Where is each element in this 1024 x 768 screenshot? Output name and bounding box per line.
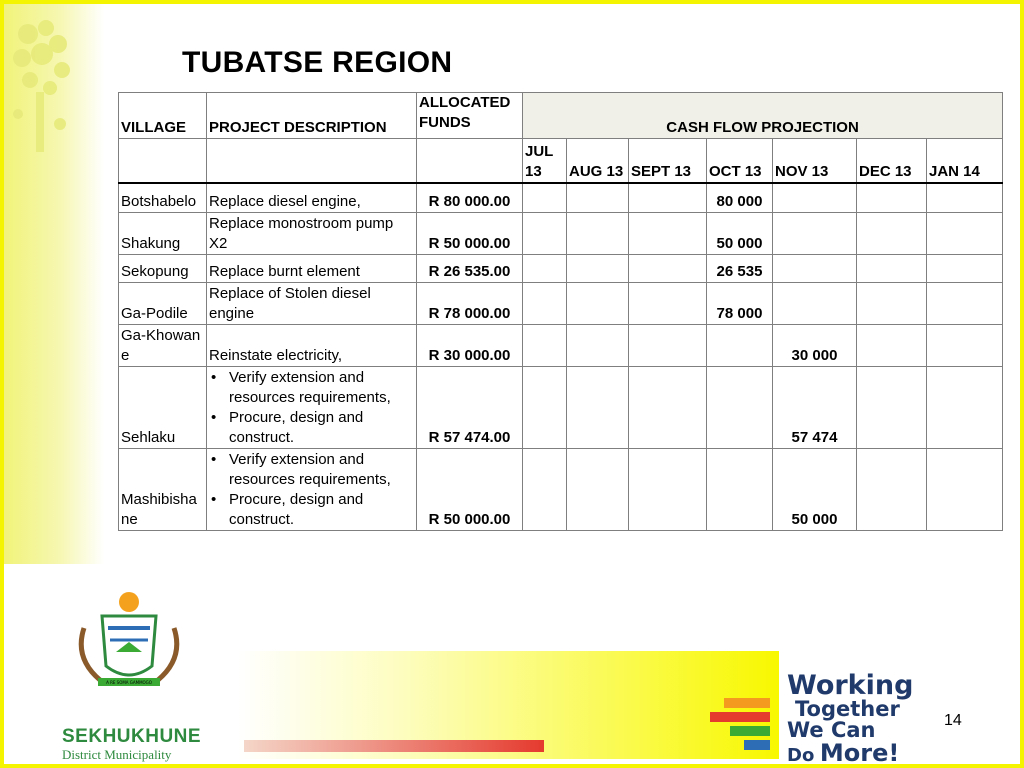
page-number: 14 xyxy=(944,712,962,729)
svg-text:A RE SOMA GAMMOGO: A RE SOMA GAMMOGO xyxy=(106,680,152,685)
month-row xyxy=(119,139,1003,183)
month-value-cell xyxy=(773,213,857,255)
month-value-cell xyxy=(629,255,707,283)
month-header: SEPT 13 xyxy=(629,139,707,183)
decorative-stripe xyxy=(724,698,770,708)
village-cell: Shakung xyxy=(119,213,207,255)
decorative-side-band xyxy=(4,4,104,564)
table-row xyxy=(119,283,1003,325)
month-header: AUG 13 xyxy=(567,139,629,183)
month-value-cell xyxy=(567,449,629,531)
month-value-cell xyxy=(629,213,707,255)
month-value-cell xyxy=(629,325,707,367)
month-value-cell: 30 000 xyxy=(773,325,857,367)
month-value-cell xyxy=(857,183,927,213)
month-value-cell: 50 000 xyxy=(773,449,857,531)
month-value-cell xyxy=(523,255,567,283)
description-cell: Replace burnt element xyxy=(207,255,417,283)
slogan xyxy=(787,672,913,765)
month-value-cell xyxy=(927,255,1003,283)
decorative-stripe xyxy=(744,740,770,750)
month-blank xyxy=(417,139,523,183)
funds-cell: R 57 474.00 xyxy=(417,367,523,449)
month-value-cell xyxy=(707,449,773,531)
month-value-cell xyxy=(927,449,1003,531)
village-cell: Sekopung xyxy=(119,255,207,283)
month-value-cell xyxy=(857,283,927,325)
month-value-cell: 80 000 xyxy=(707,183,773,213)
description-bullet: • Verify extension and resources requirements, xyxy=(229,450,414,490)
funds-cell: R 50 000.00 xyxy=(417,213,523,255)
header-funds: ALLOCATED FUNDS xyxy=(417,93,523,139)
month-value-cell xyxy=(773,255,857,283)
village-cell: Mashibishane xyxy=(119,449,207,531)
month-value-cell xyxy=(567,367,629,449)
table-row xyxy=(119,367,1003,449)
month-value-cell xyxy=(927,183,1003,213)
month-value-cell xyxy=(927,283,1003,325)
tree-decoration-icon xyxy=(8,14,78,164)
slogan-line: Do More! xyxy=(787,739,900,767)
month-value-cell xyxy=(629,283,707,325)
month-header: NOV 13 xyxy=(773,139,857,183)
sekhukhune-logo-icon xyxy=(64,588,194,688)
month-blank xyxy=(119,139,207,183)
month-value-cell: 57 474 xyxy=(773,367,857,449)
funds-cell: R 50 000.00 xyxy=(417,449,523,531)
description-list xyxy=(209,450,414,530)
month-value-cell xyxy=(523,367,567,449)
description-list xyxy=(209,368,414,448)
table-row xyxy=(119,183,1003,213)
month-value-cell xyxy=(523,183,567,213)
description-bullet: • Procure, design and construct. xyxy=(229,408,414,448)
funds-cell: R 30 000.00 xyxy=(417,325,523,367)
description-bullet: • Procure, design and construct. xyxy=(229,490,414,530)
funds-cell: R 26 535.00 xyxy=(417,255,523,283)
month-value-cell: 78 000 xyxy=(707,283,773,325)
description-cell: Replace monostroom pump X2 xyxy=(207,213,417,255)
slogan-line: We Can xyxy=(787,718,876,742)
month-value-cell xyxy=(523,213,567,255)
village-cell: Botshabelo xyxy=(119,183,207,213)
village-cell: Sehlaku xyxy=(119,367,207,449)
header-village: VILLAGE xyxy=(119,93,207,139)
month-value-cell xyxy=(857,255,927,283)
month-value-cell xyxy=(567,183,629,213)
description-cell xyxy=(207,449,417,531)
decorative-stripe xyxy=(244,740,544,752)
month-value-cell xyxy=(927,367,1003,449)
month-value-cell xyxy=(773,183,857,213)
month-value-cell xyxy=(629,449,707,531)
header-row xyxy=(119,93,1003,139)
table-row xyxy=(119,325,1003,367)
month-value-cell xyxy=(567,283,629,325)
month-value-cell xyxy=(857,367,927,449)
decorative-stripe xyxy=(710,712,770,722)
month-header: OCT 13 xyxy=(707,139,773,183)
month-value-cell xyxy=(773,283,857,325)
month-header: JAN 14 xyxy=(927,139,1003,183)
month-header: DEC 13 xyxy=(857,139,927,183)
month-value-cell xyxy=(707,367,773,449)
slogan-line: Together xyxy=(795,697,900,721)
table-row xyxy=(119,255,1003,283)
month-value-cell xyxy=(523,325,567,367)
month-value-cell xyxy=(857,213,927,255)
slogan-line: Working xyxy=(787,670,914,701)
month-value-cell xyxy=(567,325,629,367)
month-value-cell xyxy=(857,325,927,367)
table-row xyxy=(119,449,1003,531)
table-row xyxy=(119,213,1003,255)
village-cell: Ga-Podile xyxy=(119,283,207,325)
month-value-cell xyxy=(927,213,1003,255)
description-cell: Replace diesel engine, xyxy=(207,183,417,213)
month-value-cell xyxy=(523,283,567,325)
month-value-cell xyxy=(567,255,629,283)
month-value-cell xyxy=(629,367,707,449)
month-value-cell xyxy=(857,449,927,531)
header-cashflow: CASH FLOW PROJECTION xyxy=(523,93,1003,139)
funds-cell: R 80 000.00 xyxy=(417,183,523,213)
funds-cell: R 78 000.00 xyxy=(417,283,523,325)
description-cell xyxy=(207,367,417,449)
month-value-cell xyxy=(707,325,773,367)
month-header: JUL 13 xyxy=(523,139,567,183)
month-blank xyxy=(207,139,417,183)
decorative-stripe xyxy=(730,726,770,736)
village-cell: Ga-Khowane xyxy=(119,325,207,367)
month-value-cell xyxy=(629,183,707,213)
month-value-cell: 26 535 xyxy=(707,255,773,283)
logo-subtitle: District Municipality xyxy=(62,747,172,762)
month-value-cell: 50 000 xyxy=(707,213,773,255)
page-title: TUBATSE REGION xyxy=(182,46,453,79)
month-value-cell xyxy=(523,449,567,531)
description-bullet: • Verify extension and resources requirements, xyxy=(229,368,414,408)
month-value-cell xyxy=(927,325,1003,367)
description-cell: Replace of Stolen diesel engine xyxy=(207,283,417,325)
logo-name: SEKHUKHUNE xyxy=(62,726,202,747)
month-value-cell xyxy=(567,213,629,255)
header-description: PROJECT DESCRIPTION xyxy=(207,93,417,139)
description-cell: Reinstate electricity, xyxy=(207,325,417,367)
cash-flow-table xyxy=(118,92,1003,531)
